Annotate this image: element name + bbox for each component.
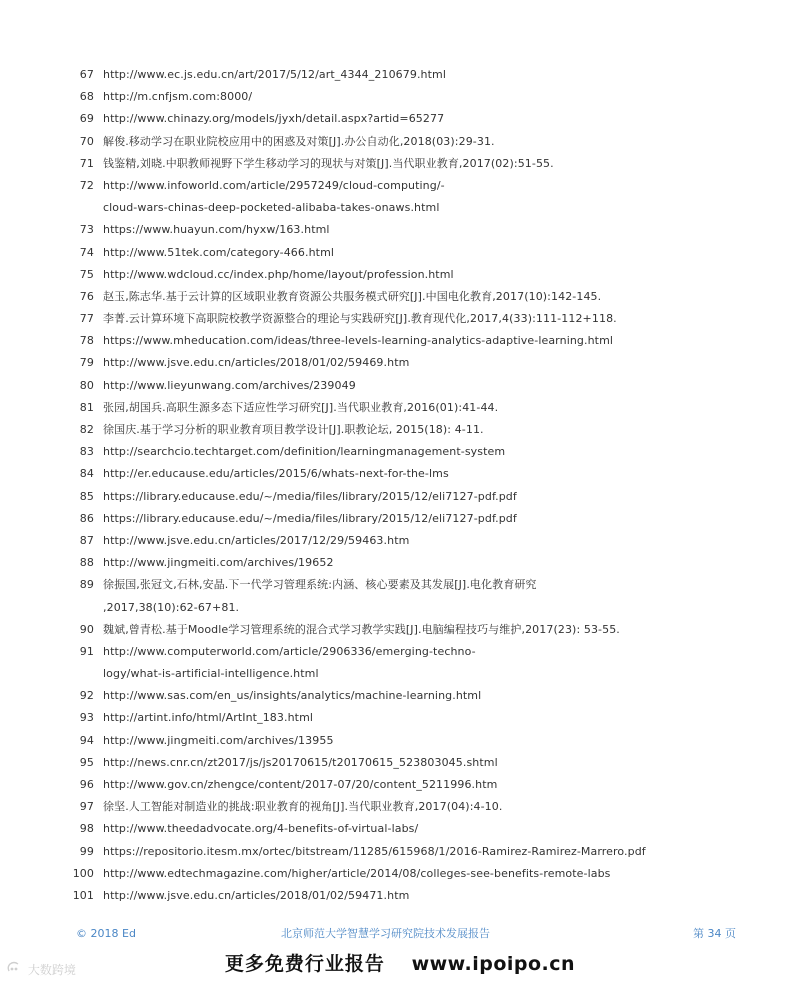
reference-text: http://www.wdcloud.cc/index.php/home/layout/profession.html — [103, 267, 454, 281]
reference-text: http://www.edtechmagazine.com/higher/article/2014/08/colleges-see-benefits-remote-labs — [103, 866, 611, 880]
reference-number: 90 — [79, 622, 94, 636]
reference-number: 73 — [79, 223, 94, 237]
reference-text: 钱鉴精,刘晓.中职教师视野下学生移动学习的现状与对策[J].当代职业教育,2017(02):51-55. — [103, 156, 554, 170]
reference-text: http://www.jingmeiti.com/archives/13955 — [103, 733, 334, 747]
reference-text: 徐坚.人工智能对制造业的挑战:职业教育的视角[J].当代职业教育,2017(04):4-10. — [103, 800, 503, 814]
reference-text: http://www.ec.js.edu.cn/art/2017/5/12/art_4344_210679.html — [103, 68, 447, 81]
reference-item — [0, 707, 800, 729]
reference-item — [0, 619, 800, 641]
reference-text: http://www.chinazy.org/models/jyxh/detail.aspx?artid=65277 — [103, 112, 445, 126]
reference-number: 89 — [79, 578, 94, 592]
reference-text: 解俊.移动学习在职业院校应用中的困惑及对策[J].办公自动化,2018(03):29-31. — [103, 134, 495, 148]
reference-item — [0, 131, 800, 153]
reference-item — [0, 419, 800, 441]
reference-item — [0, 397, 800, 419]
reference-item — [0, 352, 800, 374]
reference-number: 95 — [79, 755, 94, 769]
reference-text: http://searchcio.techtarget.com/definition/learningmanagement-system — [103, 445, 506, 459]
reference-number: 70 — [79, 134, 94, 148]
reference-item — [0, 219, 800, 241]
reference-item — [0, 574, 800, 596]
reference-number: 74 — [79, 245, 94, 259]
reference-item — [0, 441, 800, 463]
reference-text: http://www.lieyunwang.com/archives/239049 — [103, 378, 356, 392]
reference-number: 84 — [79, 467, 94, 481]
reference-text: https://www.huayun.com/hyxw/163.html — [103, 223, 330, 237]
reference-item — [0, 375, 800, 397]
footer-page-number: 第 34 页 — [693, 927, 736, 940]
reference-text: http://www.jsve.edu.cn/articles/2017/12/29/59463.htm — [103, 533, 410, 547]
reference-list — [0, 64, 800, 907]
reference-item — [0, 330, 800, 352]
reference-text: 魏斌,曾青松.基于Moodle学习管理系统的混合式学习教学实践[J].电脑编程技巧与维护,2017(23): 53-55. — [103, 622, 620, 636]
reference-item — [0, 685, 800, 707]
reference-item — [0, 774, 800, 796]
reference-item — [0, 796, 800, 818]
reference-text: 徐国庆.基于学习分析的职业教育项目教学设计[J].职教论坛, 2015(18): 4-11. — [103, 423, 484, 436]
reference-text: https://library.educause.edu/~/media/files/library/2015/12/eli7127-pdf.pdf — [103, 489, 517, 503]
reference-number: 91 — [79, 644, 94, 658]
reference-text: http://news.cnr.cn/zt2017/js/js20170615/t20170615_523803045.shtml — [103, 755, 498, 769]
reference-number: 93 — [79, 711, 94, 725]
reference-number: 75 — [79, 267, 94, 281]
reference-item — [0, 64, 800, 86]
reference-item — [0, 641, 800, 663]
reference-number: 78 — [79, 334, 94, 348]
reference-text: http://www.theedadvocate.org/4-benefits-of-virtual-labs/ — [103, 822, 419, 836]
reference-text: 张园,胡国兵.高职生源多态下适应性学习研究[J].当代职业教育,2016(01):41-44. — [103, 400, 499, 414]
reference-item — [0, 885, 800, 907]
reference-item — [0, 530, 800, 552]
reference-number: 87 — [79, 533, 94, 547]
reference-item — [0, 841, 800, 863]
reference-item — [0, 863, 800, 885]
reference-number: 99 — [79, 844, 94, 858]
reference-number: 100 — [72, 866, 94, 880]
reference-item — [0, 264, 800, 286]
reference-item — [0, 752, 800, 774]
reference-text: cloud-wars-chinas-deep-pocketed-alibaba-takes-onaws.html — [103, 201, 440, 215]
reference-number: 88 — [79, 556, 94, 570]
watermark-text: 大数跨境 — [27, 963, 76, 977]
reference-item — [0, 86, 800, 108]
reference-number: 92 — [79, 689, 94, 703]
footer-text-clipped — [76, 927, 736, 940]
reference-number: 77 — [79, 312, 94, 326]
footer-copyright: © 2018 Ed — [76, 927, 136, 940]
reference-item — [0, 242, 800, 264]
reference-number: 79 — [79, 356, 94, 370]
reference-item — [0, 108, 800, 130]
reference-number: 94 — [79, 733, 94, 747]
reference-number: 68 — [79, 90, 94, 104]
reference-number: 80 — [79, 378, 94, 392]
reference-item-continuation — [0, 597, 800, 619]
reference-text: https://library.educause.edu/~/media/files/library/2015/12/eli7127-pdf.pdf — [103, 511, 517, 525]
reference-number: 85 — [79, 489, 94, 503]
reference-number: 72 — [79, 178, 94, 192]
reference-number: 83 — [79, 445, 94, 459]
reference-item-continuation — [0, 663, 800, 685]
reference-text: http://www.jsve.edu.cn/articles/2018/01/02/59471.htm — [103, 888, 410, 902]
reference-item — [0, 508, 800, 530]
reference-number: 82 — [79, 423, 94, 436]
reference-text: http://m.cnfjsm.com:8000/ — [103, 90, 253, 104]
reference-item — [0, 818, 800, 840]
reference-text: http://www.jingmeiti.com/archives/19652 — [103, 556, 334, 570]
reference-text: ,2017,38(10):62-67+81. — [103, 600, 240, 614]
reference-number: 69 — [79, 112, 94, 126]
reference-text: http://www.gov.cn/zhengce/content/2017-07/20/content_5211996.htm — [103, 778, 498, 791]
reference-item — [0, 552, 800, 574]
reference-text: http://www.infoworld.com/article/2957249/cloud-computing/- — [103, 178, 445, 192]
reference-number: 96 — [79, 778, 94, 791]
reference-number: 67 — [79, 68, 94, 81]
reference-number: 101 — [72, 888, 94, 902]
reference-text: https://www.mheducation.com/ideas/three-levels-learning-analytics-adaptive-learning.html — [103, 334, 614, 348]
reference-text: http://er.educause.edu/articles/2015/6/whats-next-for-the-lms — [103, 467, 449, 481]
banner-text: 更多免费行业报告 — [224, 953, 385, 975]
footer-report-title: 北京师范大学智慧学习研究院技术发展报告 — [281, 927, 490, 940]
reference-number: 81 — [79, 400, 94, 414]
reference-text: logy/what-is-artificial-intelligence.html — [103, 667, 319, 681]
promo-banner — [0, 946, 800, 982]
reference-text: https://repositorio.itesm.mx/ortec/bitstream/11285/615968/1/2016-Ramirez-Ramirez-Marrero.pdf — [103, 844, 646, 858]
reference-number: 86 — [79, 511, 94, 525]
reference-item — [0, 308, 800, 330]
reference-text: 李菁.云计算环境下高职院校教学资源整合的理论与实践研究[J].教育现代化,2017,4(33):111-112+118. — [103, 312, 617, 326]
reference-item — [0, 730, 800, 752]
reference-item — [0, 486, 800, 508]
reference-text: http://www.51tek.com/category-466.html — [103, 245, 335, 259]
reference-text: http://www.sas.com/en_us/insights/analytics/machine-learning.html — [103, 689, 482, 703]
reference-number: 97 — [79, 800, 94, 814]
reference-item — [0, 286, 800, 308]
reference-item-continuation — [0, 197, 800, 219]
reference-item — [0, 175, 800, 197]
reference-item — [0, 463, 800, 485]
reference-text: http://www.computerworld.com/article/2906336/emerging-techno- — [103, 644, 476, 658]
reference-text: http://artint.info/html/ArtInt_183.html — [103, 711, 314, 725]
reference-text: http://www.jsve.edu.cn/articles/2018/01/02/59469.htm — [103, 356, 410, 370]
reference-number: 98 — [79, 822, 94, 836]
banner-url[interactable]: www.ipoipo.cn — [411, 953, 576, 975]
reference-item — [0, 153, 800, 175]
reference-number: 76 — [79, 289, 94, 303]
reference-text: 徐振国,张冠文,石林,安晶.下一代学习管理系统:内涵、核心要素及其发展[J].电化教育研究 — [103, 578, 537, 592]
reference-text: 赵玉,陈志华.基于云计算的区域职业教育资源公共服务模式研究[J].中国电化教育,2017(10):142-145. — [103, 289, 602, 303]
reference-number: 71 — [79, 156, 94, 170]
page-footer — [0, 928, 800, 944]
